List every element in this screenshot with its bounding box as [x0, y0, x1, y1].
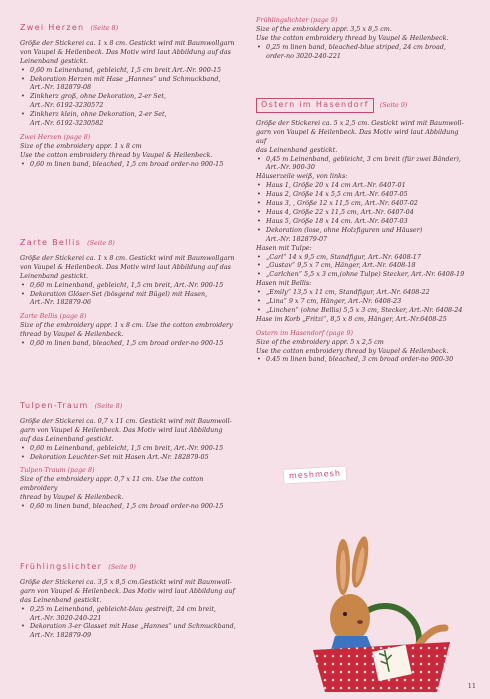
subheading: Hasen mit Bellis:	[256, 279, 312, 288]
section-title: Ostern im Hasendorf (Seite 9)	[256, 98, 470, 113]
english-line: Size of the embroidery appr. 0,7 x 11 cm. Use the cotton embroidery	[20, 475, 204, 493]
subheading: Häuserzeile weiß, von links:	[256, 172, 348, 181]
list-item: • Zinkherz klein, ohne Dekoration, 2-er Set, Art.-Nr. 6192-3230582	[20, 110, 238, 128]
list-item: • 0,60 m linen band, bleached, 1,5 cm broad order-no 900-15	[20, 502, 238, 511]
english-line: Size of the embroidery appr. 1 x 8 cm	[20, 141, 142, 150]
material-list	[256, 155, 470, 173]
section-title: Frühlingslichter (Seite 9)	[20, 562, 136, 571]
list-item: • 0,60 m linen band, bleached, 1,5 cm broad order-no 900-15	[20, 339, 238, 348]
list-item: • „Emily“ 13,5 x 11 cm, Standfigur, Art.-Nr. 6408-22	[256, 288, 470, 297]
material-list	[20, 444, 238, 462]
english-line: Use the cotton embroidery thread by Vaupel & Heilenbeck.	[20, 150, 213, 159]
material-list	[20, 605, 238, 641]
section-zarte-bellis	[20, 239, 238, 348]
intro-line: von Vaupel & Heilenbeck. Das Motiv wird laut Abbildung auf das	[20, 47, 231, 56]
list-item: • Dekoration Glöser-Set (bösgend mit Bügel) mit Hasen, Art.-Nr. 182879-06	[20, 290, 238, 308]
list-item: • „Lina“ 9 x 7 cm, Hänger, Art.-Nr. 6408-23	[256, 297, 470, 306]
intro-line: auf das Leinenband gestickt.	[20, 434, 114, 443]
list-item: • 0,45 m Leinenband, gebleicht, 3 cm breit (für zwei Bänder), Art.-Nr. 900-30	[256, 155, 470, 173]
section-title: Zwei Herzen (Seite 8)	[20, 23, 119, 32]
section-zwei-herzen	[20, 24, 238, 169]
english-line: Size of the embroidery appr. 5 x 2,5 cm	[256, 337, 384, 346]
section-tulpen-traum	[20, 402, 238, 511]
english-line: thread by Vaupel & Heilenbeck.	[20, 330, 124, 339]
list-item: • 0,60 m Leinenband, gebleicht, 1,5 cm breit, Art.-Nr. 900-15	[20, 444, 238, 453]
section-fruehlingslichter-en	[256, 16, 470, 61]
english-title: Frühlingslichter (page 9)	[256, 16, 338, 24]
list-item: • „Carlchen“ 5,5 x 3 cm,(ohne Tulpe) Stecker, Art.-Nr. 6408-19	[256, 270, 470, 279]
list-item: • Haus 2, Größe 14 x 5,5 cm Art.-Nr. 6407-05	[256, 190, 470, 199]
bunny-basket-illustration	[305, 532, 455, 692]
list-item: • Dekoration Herzen mit Hase „Hannes“ und Schmuckband, Art.-Nr. 182879-08	[20, 75, 238, 93]
intro-line: von Vaupel & Heilenbeck. Das Motiv wird laut Abbildung auf das	[20, 262, 231, 271]
intro-line: das Leinenband gestickt.	[20, 595, 102, 604]
intro-line: Leinenband gestickt.	[20, 56, 89, 65]
tulpe-list	[256, 253, 470, 280]
section-fruehlingslichter	[20, 563, 238, 640]
intro-line: Größe der Stickerei ca. 5 x 2,5 cm. Gestickt wird mit Baumwoll-	[256, 118, 464, 127]
material-list	[20, 281, 238, 308]
list-item: • 0,60 m Leinenband, gebleicht, 1,5 cm breit, Art.-Nr. 900-15	[20, 281, 238, 290]
list-item: • 0,60 m linen band, bleached, 1,5 cm broad order-no 900-15	[20, 160, 238, 169]
list-item: • Dekoration Leuchter-Set mit Hasen Art.-Nr. 182879-05	[20, 453, 238, 462]
list-item: • 0,25 m linen band, bleached-blue striped, 24 cm broad, order-no 3020-240-221	[256, 43, 470, 61]
intro-line: Größe der Stickerei ca. 1 x 8 cm. Gestickt wird mit Baumwollgarn	[20, 38, 235, 47]
intro-line: das Leinenband gestickt.	[256, 145, 338, 154]
english-line: thread by Vaupel & Heilenbeck.	[20, 493, 124, 502]
bunny-head	[330, 594, 370, 642]
english-line: Use the cotton embroidery thread by Vaupel & Heilenbeck.	[256, 33, 449, 42]
list-item: • Haus 4, Größe 22 x 11,5 cm, Art.-Nr. 6407-04	[256, 208, 470, 217]
english-title: Tulpen-Traum (page 8)	[20, 466, 95, 475]
subheading: Hasen mit Tulpe:	[256, 243, 312, 252]
bellis-list	[256, 288, 470, 315]
english-line: Size of the embroidery appr. 1 x 8 cm. Use the cotton embroidery	[20, 321, 233, 330]
intro-line: Größe der Stickerei ca. 3,5 x 8,5 cm.Gestickt wird mit Baumwoll-	[20, 577, 232, 586]
list-item: • „Gustav“ 9,5 x 7 cm, Hänger, Art.-Nr. 6408-18	[256, 261, 470, 270]
intro-line: garn von Vaupel & Heilenbeck. Das Motiv wird laut Abbildung	[20, 425, 223, 434]
intro-line: Größe der Stickerei ca. 0,7 x 11 cm. Gestickt wird mit Baumwoll-	[20, 416, 232, 425]
korb-line: Hase im Korb „Fritzi“, 8,5 x 8 cm, Hänger, Art.-Nr.6408-25	[256, 314, 447, 323]
intro-line: Leinenband gestickt.	[20, 271, 89, 280]
english-line: Use the cotton embroidery thread by Vaupel & Heilenbeck.	[256, 346, 449, 355]
material-list	[20, 66, 238, 128]
list-item: • „Carl“ 14 x 9,5 cm, Standfigur, Art.-Nr. 6408-17	[256, 253, 470, 262]
english-title: Zarte Bellis (page 8)	[20, 312, 87, 321]
english-title: Ostern im Hasendorf (page 9)	[256, 328, 354, 337]
english-title: Zwei Herzen (page 8)	[20, 132, 91, 141]
list-item: • Haus 3, , Größe 12 x 11,5 cm, Art.-Nr. 6407-02	[256, 199, 470, 208]
page-number: 11	[467, 682, 476, 691]
section-title: Zarte Bellis (Seite 8)	[20, 238, 115, 247]
intro-line: Größe der Stickerei ca. 1 x 8 cm. Gestickt wird mit Baumwollgarn	[20, 253, 235, 262]
english-line: Size of the embroidery appr. 3,5 x 8,5 cm.	[256, 24, 392, 33]
list-item: • Haus 5, Größe 18 x 14 cm. Art.-Nr. 6407-03	[256, 217, 470, 226]
intro-line: garn von Vaupel & Heilenbeck. Das Motiv wird laut Abbildung auf	[256, 127, 459, 145]
list-item: • Zinkherz groß, ohne Dekoration, 2-er Set, Art.-Nr. 6192-3230572	[20, 92, 238, 110]
list-item: • Haus 1, Größe 20 x 14 cm Art.-Nr. 6407-01	[256, 181, 470, 190]
intro-line: garn von Vaupel & Heilenbeck. Das Motiv wird laut Abbildung auf	[20, 586, 235, 595]
list-item: • 0,60 m Leinenband, gebleicht, 1,5 cm breit Art.-Nr. 900-15	[20, 66, 238, 75]
list-item: • 0.45 m linen band, bleached, 3 cm broad order-no 900-30	[256, 355, 470, 364]
houses-list	[256, 181, 470, 243]
meshmesh-stamp: meshmesh	[284, 466, 347, 483]
section-ostern-im-hasendorf	[256, 98, 470, 364]
list-item: • 0,25 m Leinenband, gebleicht-blau gestreift, 24 cm breit, Art.-Nr. 3020-240-221	[20, 605, 238, 623]
list-item: • Dekoration (lose, ohne Holzfiguren und Häuser) Art.-Nr. 182879-07	[256, 226, 470, 244]
list-item: • „Linchen“ (ohne Bellis) 5,5 x 3 cm, Stecker, Art.-Nr. 6408-24	[256, 306, 470, 315]
list-item: • Dekoration 3-er Glasset mit Hase „Hannes“ und Schmuckband, Art.-Nr. 182879-09	[20, 622, 238, 640]
section-title: Tulpen-Traum (Seite 8)	[20, 401, 123, 410]
